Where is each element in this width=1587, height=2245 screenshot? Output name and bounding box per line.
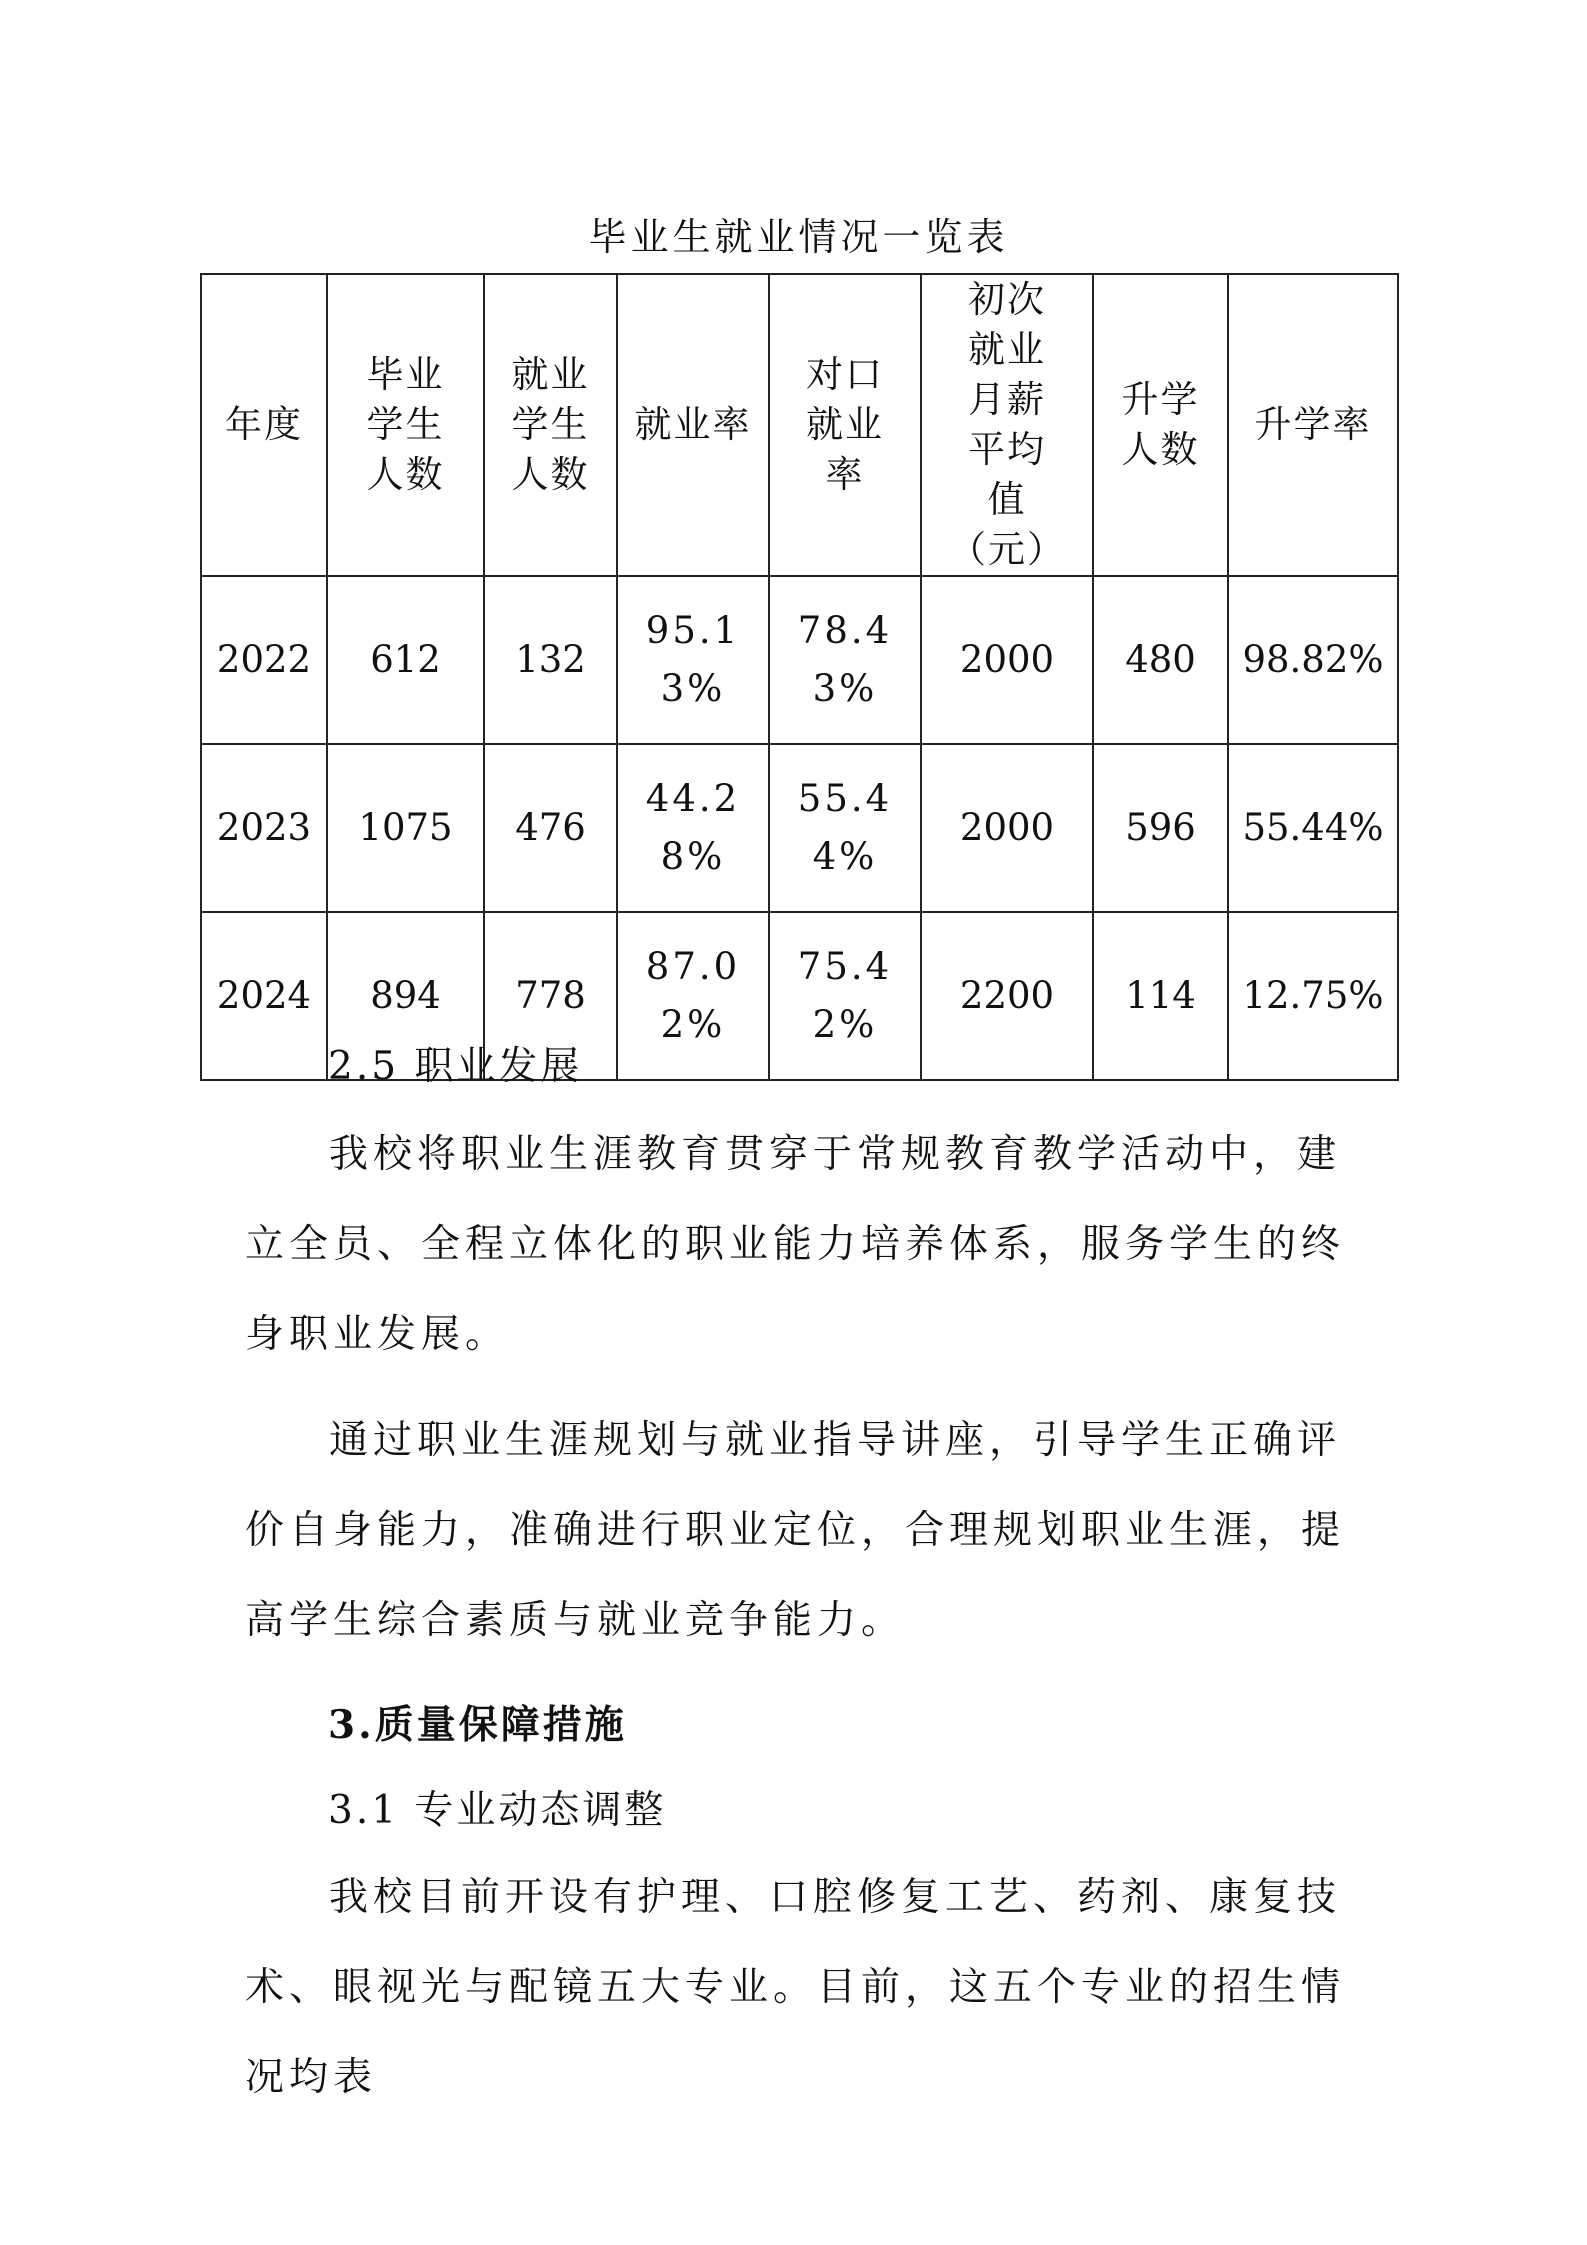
header-cell-employment-rate: 就业率 — [617, 274, 769, 576]
cell-further-study-count: 480 — [1093, 576, 1228, 744]
cell-employed: 778 — [484, 912, 617, 1080]
paragraph: 我校将职业生涯教育贯穿于常规教育教学活动中，建立全员、全程立体化的职业能力培养体系，服务学生的终身职业发展。 — [245, 1132, 1346, 1357]
section-heading-3-1: 3.1 专业动态调整 — [328, 1788, 667, 1833]
cell-further-study-rate: 98.82% — [1228, 576, 1398, 744]
table-header-row — [201, 274, 1398, 576]
header-cell-year: 年度 — [201, 274, 327, 576]
cell-further-study-count: 596 — [1093, 744, 1228, 912]
cell-further-study-count: 114 — [1093, 912, 1228, 1080]
cell-further-study-rate: 12.75% — [1228, 912, 1398, 1080]
table-row — [201, 744, 1398, 912]
cell-avg-salary: 2200 — [921, 912, 1093, 1080]
paragraph: 我校目前开设有护理、口腔修复工艺、药剂、康复技术、眼视光与配镜五大专业。目前，这五个专业的招生情况均表 — [245, 1875, 1346, 2100]
cell-avg-salary: 2000 — [921, 576, 1093, 744]
cell-graduates: 1075 — [327, 744, 484, 912]
header-cell-matched-rate: 对口就业率 — [769, 274, 921, 576]
table-title: 毕业生就业情况一览表 — [588, 215, 1009, 259]
header-cell-avg-salary: 初次就业月薪平均值（元） — [921, 274, 1093, 576]
section-heading-2-5: 2.5 职业发展 — [328, 1044, 583, 1089]
header-cell-graduates: 毕业学生人数 — [327, 274, 484, 576]
cell-year: 2024 — [201, 912, 327, 1080]
table-row — [201, 576, 1398, 744]
cell-matched-rate: 78.43% — [769, 576, 921, 744]
section-heading-3: 3.质量保障措施 — [328, 1702, 627, 1748]
cell-employment-rate: 87.02% — [617, 912, 769, 1080]
cell-employed: 476 — [484, 744, 617, 912]
header-cell-further-study-rate: 升学率 — [1228, 274, 1398, 576]
cell-employed: 132 — [484, 576, 617, 744]
cell-avg-salary: 2000 — [921, 744, 1093, 912]
header-cell-further-study-count: 升学人数 — [1093, 274, 1228, 576]
paragraph: 通过职业生涯规划与就业指导讲座，引导学生正确评价自身能力，准确进行职业定位，合理规划职业生涯，提高学生综合素质与就业竞争能力。 — [245, 1418, 1346, 1643]
cell-graduates: 894 — [327, 912, 484, 1080]
cell-employment-rate: 95.13% — [617, 576, 769, 744]
cell-matched-rate: 75.42% — [769, 912, 921, 1080]
cell-graduates: 612 — [327, 576, 484, 744]
header-cell-employed: 就业学生人数 — [484, 274, 617, 576]
cell-matched-rate: 55.44% — [769, 744, 921, 912]
cell-employment-rate: 44.28% — [617, 744, 769, 912]
cell-year: 2023 — [201, 744, 327, 912]
cell-further-study-rate: 55.44% — [1228, 744, 1398, 912]
cell-year: 2022 — [201, 576, 327, 744]
employment-table — [200, 273, 1399, 1081]
